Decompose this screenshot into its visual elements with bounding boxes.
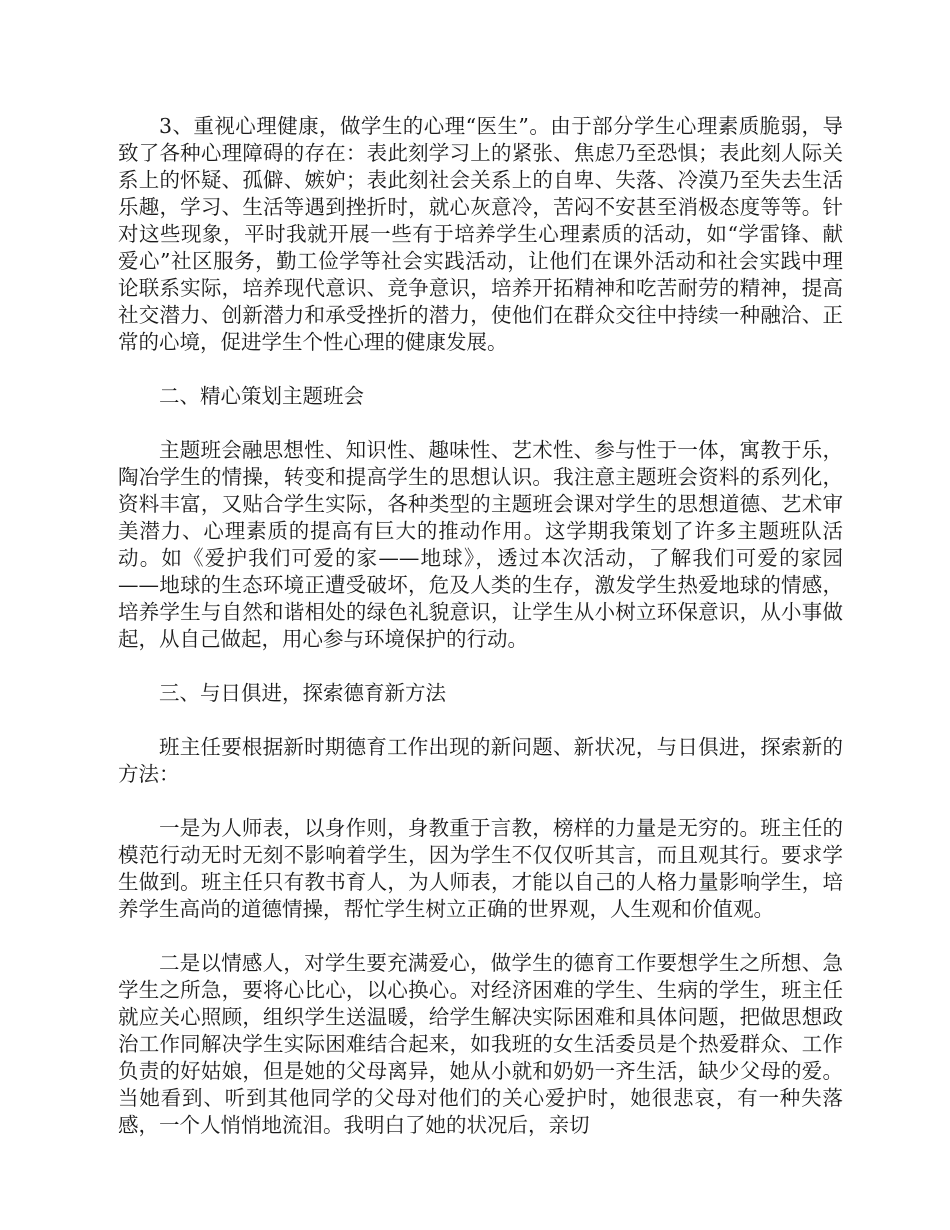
section-heading-theme-class-meeting: 二、精心策划主题班会 xyxy=(159,384,364,408)
document-page xyxy=(118,113,843,1166)
paragraph-theme-class-meeting: 主题班会融思想性、知识性、趣味性、艺术性、参与性于一体，寓教于乐，陶冶学生的情操，转变和提高学生的思想认识。我注意主题班会资料的系列化，资料丰富，又贴合学生实际，各种类型的主题班会课对学生的思想道德、艺术审美潜力、心理素质的提高有巨大的推动作用。这学期我策划了许多主题班队活动。如《爱护我们可爱的家——地球》，透过本次活动，了解我们可爱的家园——地球的生态环境正遭受破坏，危及人类的生存，激发学生热爱地球的情感，培养学生与自然和谐相处的绿色礼貌意识，让学生从小树立环保意识，从小事做起，从自己做起，用心参与环境保护的行动。 xyxy=(118,438,843,651)
section-heading-new-methods: 三、与日俱进，探索德育新方法 xyxy=(159,681,446,705)
paragraph-move-with-emotion: 二是以情感人，对学生要充满爱心，做学生的德育工作要想学生之所想、急学生之所急，要将心比心，以心换心。对经济困难的学生、生病的学生，班主任就应关心照顾，组织学生送温暖，给学生解决实际困难和具体问题，把做思想政治工作同解决学生实际困难结合起来，如我班的女生活委员是个热爱群众、工作负责的好姑娘，但是她的父母离异，她从小就和奶奶一齐生活，缺少父母的爱。当她看到、听到其他同学的父母对他们的关心爱护时，她很悲哀，有一种失落感，一个人悄悄地流泪。我明白了她的状况后，亲切 xyxy=(118,951,843,1137)
paragraph-lead-by-example: 一是为人师表，以身作则，身教重于言教，榜样的力量是无穷的。班主任的模范行动无时无刻不影响着学生，因为学生不仅仅听其言，而且观其行。要求学生做到。班主任只有教书育人，为人师表，才能以自己的人格力量影响学生，培养学生高尚的道德情操，帮忙学生树立正确的世界观，人生观和价值观。 xyxy=(118,816,843,921)
paragraph-mental-health: 3、重视心理健康，做学生的心理“医生”。由于部分学生心理素质脆弱，导致了各种心理障碍的存在：表此刻学习上的紧张、焦虑乃至恐惧；表此刻人际关系上的怀疑、孤僻、嫉妒；表此刻社会关系上的自卑、失落、冷漠乃至失去生活乐趣，学习、生活等遇到挫折时，就心灰意冷，苦闷不安甚至消极态度等等。针对这些现象，平时我就开展一些有于培养学生心理素质的活动，如“学雷锋、献爱心”社区服务，勤工俭学等社会实践活动，让他们在课外活动和社会实践中理论联系实际，培养现代意识、竞争意识，培养开拓精神和吃苦耐劳的精神，提高社交潜力、创新潜力和承受挫折的潜力，使他们在群众交往中持续一种融洽、正常的心境，促进学生个性心理的健康发展。 xyxy=(118,114,843,354)
paragraph-new-methods-intro: 班主任要根据新时期德育工作出现的新问题、新状况，与日俱进，探索新的方法： xyxy=(118,735,843,786)
